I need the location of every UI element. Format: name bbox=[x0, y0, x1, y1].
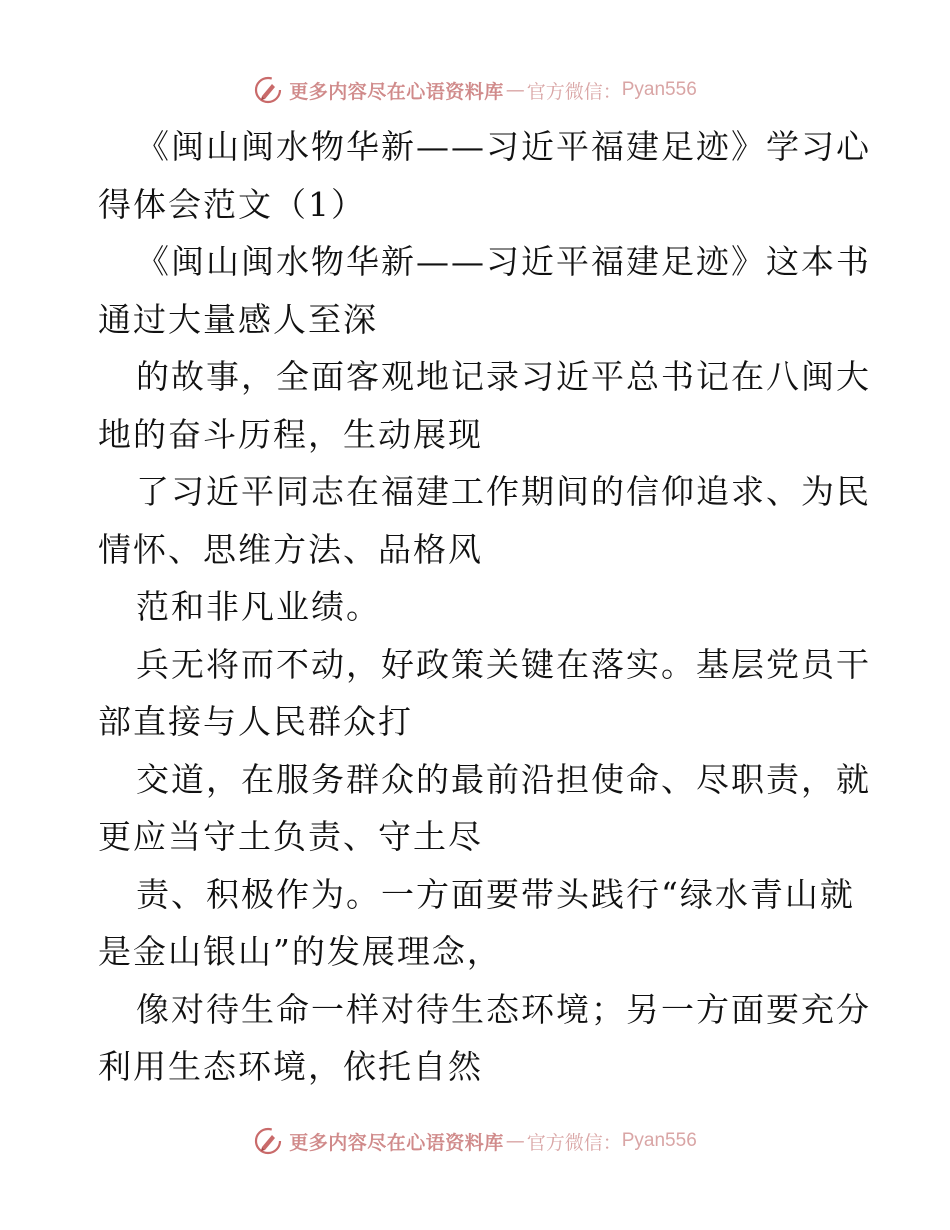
text-line: 了习近平同志在福建工作期间的信仰追求、为民 bbox=[136, 472, 871, 511]
text-line: 更应当守土负责、守土尽 bbox=[98, 817, 483, 856]
watermark-wechat-label: 官方微信： bbox=[526, 1131, 622, 1154]
text-line: 像对待生命一样对待生态环境；另一方面要充分 bbox=[136, 989, 871, 1029]
footer-watermark bbox=[0, 1121, 950, 1161]
text-line: 得体会范文（1） bbox=[98, 184, 366, 224]
text-line: 部直接与人民群众打 bbox=[98, 702, 413, 741]
watermark-dash: — bbox=[505, 79, 523, 101]
watermark-dash: — bbox=[505, 1130, 523, 1152]
watermark-main-text: 更多内容尽在心语资料库 bbox=[289, 1131, 504, 1154]
text-line: 情怀、思维方法、品格风 bbox=[98, 529, 483, 569]
watermark-wechat-label: 官方微信： bbox=[526, 80, 622, 103]
text-line: 责、积极作为。一方面要带头践行“绿水青山就 bbox=[136, 874, 855, 914]
text-line: 的故事，全面客观地记录习近平总书记在八闽大 bbox=[136, 357, 871, 396]
text-line: 兵无将而不动，好政策关键在落实。基层党员干 bbox=[136, 644, 871, 684]
text-line: 通过大量感人至深 bbox=[98, 299, 378, 339]
pen-circle-logo-icon bbox=[253, 1126, 283, 1156]
text-line: 范和非凡业绩。 bbox=[136, 587, 381, 626]
watermark-wechat-id: Pyan556 bbox=[621, 1130, 697, 1151]
text-line: 《闽山闽水物华新——习近平福建足迹》这本书 bbox=[136, 242, 871, 281]
pen-circle-logo-icon bbox=[253, 75, 283, 105]
watermark-wechat-id: Pyan556 bbox=[621, 79, 697, 100]
header-watermark bbox=[0, 70, 950, 110]
text-line: 是金山银山”的发展理念， bbox=[98, 932, 502, 971]
document-body bbox=[98, 118, 871, 1096]
text-line: 地的奋斗历程，生动展现 bbox=[98, 414, 483, 454]
text-line: 《闽山闽水物华新——习近平福建足迹》学习心 bbox=[136, 127, 871, 166]
text-line: 交道，在服务群众的最前沿担使命、尽职责，就 bbox=[136, 759, 871, 799]
watermark-main-text: 更多内容尽在心语资料库 bbox=[289, 80, 504, 103]
text-line: 利用生态环境，依托自然 bbox=[98, 1047, 483, 1086]
